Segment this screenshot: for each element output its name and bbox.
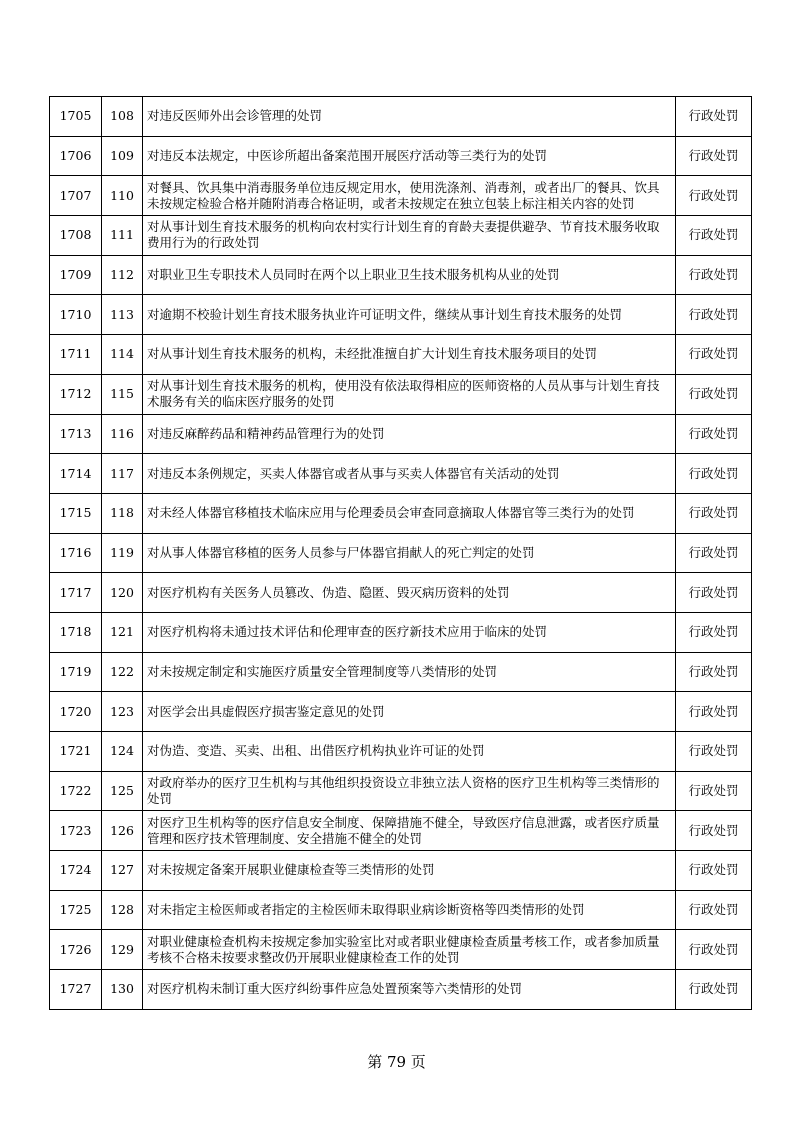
table-row bbox=[50, 652, 752, 692]
item-number-cell: 129 bbox=[102, 930, 143, 970]
item-name-text: 对未指定主检医师或者指定的主检医师未取得职业病诊断资格等四类情形的处罚 bbox=[147, 902, 585, 918]
item-name-cell bbox=[143, 216, 676, 256]
table-row bbox=[50, 295, 752, 335]
power-type-cell: 行政处罚 bbox=[676, 930, 752, 970]
table-row bbox=[50, 533, 752, 573]
item-name-text: 对职业卫生专职技术人员同时在两个以上职业卫生技术服务机构从业的处罚 bbox=[147, 267, 560, 283]
power-type-cell: 行政处罚 bbox=[676, 771, 752, 811]
power-type-cell: 行政处罚 bbox=[676, 295, 752, 335]
serial-number-cell: 1711 bbox=[50, 335, 102, 375]
item-name-cell bbox=[143, 374, 676, 414]
table-row bbox=[50, 255, 752, 295]
power-list-table bbox=[49, 96, 752, 1010]
item-number-cell: 124 bbox=[102, 732, 143, 772]
power-type-cell: 行政处罚 bbox=[676, 573, 752, 613]
table-row bbox=[50, 414, 752, 454]
power-type-cell: 行政处罚 bbox=[676, 692, 752, 732]
item-name-text: 对伪造、变造、买卖、出租、出借医疗机构执业许可证的处罚 bbox=[147, 743, 485, 759]
serial-number-cell: 1725 bbox=[50, 890, 102, 930]
table-row bbox=[50, 97, 752, 137]
power-type-cell: 行政处罚 bbox=[676, 454, 752, 494]
item-number-cell: 122 bbox=[102, 652, 143, 692]
table-row bbox=[50, 811, 752, 851]
item-name-text: 对医疗机构将未通过技术评估和伦理审查的医疗新技术应用于临床的处罚 bbox=[147, 624, 548, 640]
serial-number-cell: 1710 bbox=[50, 295, 102, 335]
table-row bbox=[50, 493, 752, 533]
item-name-cell bbox=[143, 930, 676, 970]
item-number-cell: 109 bbox=[102, 136, 143, 176]
item-name-text: 对违反本条例规定，买卖人体器官或者从事与买卖人体器官有关活动的处罚 bbox=[147, 465, 560, 481]
serial-number-cell: 1707 bbox=[50, 176, 102, 216]
power-type-cell: 行政处罚 bbox=[676, 612, 752, 652]
power-type-cell: 行政处罚 bbox=[676, 335, 752, 375]
item-name-cell bbox=[143, 533, 676, 573]
item-name-cell bbox=[143, 97, 676, 137]
item-number-cell: 119 bbox=[102, 533, 143, 573]
serial-number-cell: 1716 bbox=[50, 533, 102, 573]
serial-number-cell: 1706 bbox=[50, 136, 102, 176]
item-name-text: 对医疗卫生机构等的医疗信息安全制度、保障措施不健全，导致医疗信息泄露，或者医疗质量管理和医疗技术管理制度、安全措施不健全的处罚 bbox=[147, 814, 660, 846]
item-name-text: 对违反本法规定，中医诊所超出备案范围开展医疗活动等三类行为的处罚 bbox=[147, 148, 548, 164]
item-number-cell: 111 bbox=[102, 216, 143, 256]
power-type-cell: 行政处罚 bbox=[676, 374, 752, 414]
item-name-cell bbox=[143, 692, 676, 732]
power-type-cell: 行政处罚 bbox=[676, 176, 752, 216]
power-type-cell: 行政处罚 bbox=[676, 732, 752, 772]
item-number-cell: 112 bbox=[102, 255, 143, 295]
item-name-cell bbox=[143, 176, 676, 216]
item-name-text: 对医疗机构有关医务人员篡改、伪造、隐匿、毁灭病历资料的处罚 bbox=[147, 584, 510, 600]
item-name-text: 对职业健康检查机构未按规定参加实验室比对或者职业健康检查质量考核工作，或者参加质量考核不合格未按要求整改仍开展职业健康检查工作的处罚 bbox=[147, 933, 660, 965]
item-number-cell: 110 bbox=[102, 176, 143, 216]
serial-number-cell: 1714 bbox=[50, 454, 102, 494]
item-number-cell: 121 bbox=[102, 612, 143, 652]
power-type-cell: 行政处罚 bbox=[676, 890, 752, 930]
item-name-text: 对从事计划生育技术服务的机构向农村实行计划生育的育龄夫妻提供避孕、节育技术服务收取费用行为的行政处罚 bbox=[147, 219, 660, 251]
item-name-text: 对未经人体器官移植技术临床应用与伦理委员会审查同意摘取人体器官等三类行为的处罚 bbox=[147, 505, 635, 521]
item-number-cell: 125 bbox=[102, 771, 143, 811]
serial-number-cell: 1726 bbox=[50, 930, 102, 970]
power-type-cell: 行政处罚 bbox=[676, 652, 752, 692]
item-name-cell bbox=[143, 732, 676, 772]
serial-number-cell: 1719 bbox=[50, 652, 102, 692]
serial-number-cell: 1715 bbox=[50, 493, 102, 533]
table-row bbox=[50, 970, 752, 1010]
item-number-cell: 108 bbox=[102, 97, 143, 137]
power-type-cell: 行政处罚 bbox=[676, 493, 752, 533]
table-row bbox=[50, 612, 752, 652]
item-name-cell bbox=[143, 414, 676, 454]
serial-number-cell: 1713 bbox=[50, 414, 102, 454]
serial-number-cell: 1709 bbox=[50, 255, 102, 295]
item-name-cell bbox=[143, 890, 676, 930]
item-name-cell bbox=[143, 771, 676, 811]
item-name-cell bbox=[143, 493, 676, 533]
item-number-cell: 117 bbox=[102, 454, 143, 494]
item-name-text: 对违反医师外出会诊管理的处罚 bbox=[147, 108, 323, 124]
power-type-cell: 行政处罚 bbox=[676, 216, 752, 256]
item-number-cell: 118 bbox=[102, 493, 143, 533]
item-name-text: 对从事人体器官移植的医务人员参与尸体器官捐献人的死亡判定的处罚 bbox=[147, 544, 535, 560]
item-name-text: 对医学会出具虚假医疗损害鉴定意见的处罚 bbox=[147, 703, 385, 719]
item-name-cell bbox=[143, 295, 676, 335]
serial-number-cell: 1722 bbox=[50, 771, 102, 811]
table-row bbox=[50, 136, 752, 176]
item-name-cell bbox=[143, 573, 676, 613]
power-type-cell: 行政处罚 bbox=[676, 533, 752, 573]
serial-number-cell: 1720 bbox=[50, 692, 102, 732]
item-name-text: 对逾期不校验计划生育技术服务执业许可证明文件，继续从事计划生育技术服务的处罚 bbox=[147, 306, 623, 322]
table-row bbox=[50, 573, 752, 613]
power-type-cell: 行政处罚 bbox=[676, 851, 752, 891]
item-number-cell: 127 bbox=[102, 851, 143, 891]
item-name-text: 对从事计划生育技术服务的机构，未经批准擅自扩大计划生育技术服务项目的处罚 bbox=[147, 346, 598, 362]
item-number-cell: 123 bbox=[102, 692, 143, 732]
serial-number-cell: 1717 bbox=[50, 573, 102, 613]
table-row bbox=[50, 890, 752, 930]
power-type-cell: 行政处罚 bbox=[676, 970, 752, 1010]
table-row bbox=[50, 692, 752, 732]
item-name-text: 对餐具、饮具集中消毒服务单位违反规定用水，使用洗涤剂、消毒剂，或者出厂的餐具、饮具未按规定检验合格并随附消毒合格证明，或者未按规定在独立包装上标注相关内容的处罚 bbox=[147, 179, 660, 211]
table-row bbox=[50, 732, 752, 772]
item-name-cell bbox=[143, 136, 676, 176]
item-name-cell bbox=[143, 335, 676, 375]
item-name-cell bbox=[143, 811, 676, 851]
serial-number-cell: 1708 bbox=[50, 216, 102, 256]
table-row bbox=[50, 930, 752, 970]
table-row bbox=[50, 374, 752, 414]
item-number-cell: 120 bbox=[102, 573, 143, 613]
power-type-cell: 行政处罚 bbox=[676, 811, 752, 851]
serial-number-cell: 1705 bbox=[50, 97, 102, 137]
serial-number-cell: 1712 bbox=[50, 374, 102, 414]
item-name-cell bbox=[143, 612, 676, 652]
page-number: 第 79 页 bbox=[367, 1053, 426, 1071]
table-row bbox=[50, 216, 752, 256]
serial-number-cell: 1718 bbox=[50, 612, 102, 652]
item-name-text: 对未按规定制定和实施医疗质量安全管理制度等八类情形的处罚 bbox=[147, 663, 498, 679]
item-name-cell bbox=[143, 970, 676, 1010]
item-number-cell: 128 bbox=[102, 890, 143, 930]
item-name-text: 对医疗机构未制订重大医疗纠纷事件应急处置预案等六类情形的处罚 bbox=[147, 981, 523, 997]
item-number-cell: 116 bbox=[102, 414, 143, 454]
serial-number-cell: 1727 bbox=[50, 970, 102, 1010]
item-name-text: 对未按规定备案开展职业健康检查等三类情形的处罚 bbox=[147, 862, 435, 878]
table-row bbox=[50, 454, 752, 494]
table-row bbox=[50, 335, 752, 375]
item-name-text: 对从事计划生育技术服务的机构，使用没有依法取得相应的医师资格的人员从事与计划生育技术服务有关的临床医疗服务的处罚 bbox=[147, 378, 660, 410]
item-name-text: 对违反麻醉药品和精神药品管理行为的处罚 bbox=[147, 425, 385, 441]
item-name-cell bbox=[143, 851, 676, 891]
table-row bbox=[50, 771, 752, 811]
power-type-cell: 行政处罚 bbox=[676, 255, 752, 295]
power-type-cell: 行政处罚 bbox=[676, 414, 752, 454]
item-name-cell bbox=[143, 652, 676, 692]
serial-number-cell: 1721 bbox=[50, 732, 102, 772]
serial-number-cell: 1724 bbox=[50, 851, 102, 891]
table-row bbox=[50, 851, 752, 891]
table-row bbox=[50, 176, 752, 216]
table-body bbox=[50, 97, 752, 1010]
item-number-cell: 114 bbox=[102, 335, 143, 375]
item-number-cell: 126 bbox=[102, 811, 143, 851]
item-name-cell bbox=[143, 454, 676, 494]
power-type-cell: 行政处罚 bbox=[676, 136, 752, 176]
item-number-cell: 130 bbox=[102, 970, 143, 1010]
item-name-text: 对政府举办的医疗卫生机构与其他组织投资设立非独立法人资格的医疗卫生机构等三类情形的处罚 bbox=[147, 775, 660, 807]
item-name-cell bbox=[143, 255, 676, 295]
power-type-cell: 行政处罚 bbox=[676, 97, 752, 137]
item-number-cell: 115 bbox=[102, 374, 143, 414]
serial-number-cell: 1723 bbox=[50, 811, 102, 851]
item-number-cell: 113 bbox=[102, 295, 143, 335]
